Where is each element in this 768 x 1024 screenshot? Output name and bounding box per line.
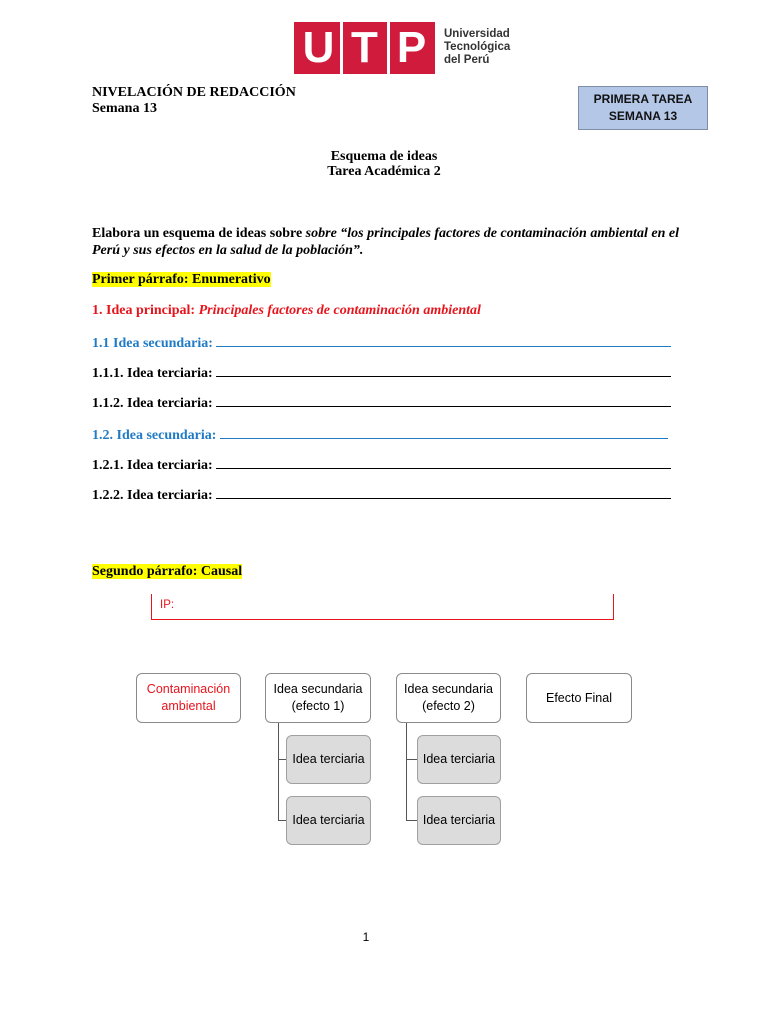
line-label: 1.2. Idea secundaria:	[92, 428, 220, 443]
tertiary-node	[286, 735, 371, 784]
line-label: 1.2.2. Idea terciaria:	[92, 488, 217, 503]
course-title: NIVELACIÓN DE REDACCIÓN	[92, 85, 296, 100]
line-label: 1.2.1. Idea terciaria:	[92, 458, 217, 473]
line-label: 1.1.1. Idea terciaria:	[92, 366, 217, 381]
logo-letter-t: T	[351, 23, 377, 72]
doc-title: Esquema de ideas	[330, 149, 438, 164]
secondary-idea-line	[92, 425, 692, 444]
fill-in-line[interactable]	[216, 363, 671, 377]
secondary-node-label: Idea secundaria (efecto 1)	[273, 682, 363, 713]
main-idea-input-box[interactable]	[151, 594, 614, 620]
secondary-node-label: Idea secundaria (efecto 2)	[404, 682, 493, 713]
connector-line	[278, 759, 286, 760]
second-paragraph-heading: Segundo párrafo: Causal	[92, 564, 243, 579]
tertiary-node	[417, 796, 501, 845]
logo-text-line: Tecnológica	[444, 41, 511, 53]
secondary-node-1	[265, 673, 371, 723]
tertiary-idea-line	[92, 485, 692, 504]
secondary-node-2	[396, 673, 501, 723]
tertiary-idea-line	[92, 393, 692, 412]
logo-text-line: del Perú	[444, 54, 490, 66]
tertiary-node-label: Idea terciaria	[292, 813, 365, 827]
instruction-lead: Elabora un esquema de ideas sobre	[92, 226, 306, 241]
fill-in-line[interactable]	[220, 425, 668, 439]
connector-line	[278, 820, 286, 821]
connector-line	[406, 759, 417, 760]
logo-separator	[387, 22, 390, 74]
doc-subtitle: Tarea Académica 2	[327, 164, 441, 179]
task-badge-line2: SEMANA 13	[608, 109, 678, 123]
second-paragraph-heading-row	[92, 563, 684, 580]
ip-label: IP:	[160, 599, 175, 611]
tertiary-node-label: Idea terciaria	[292, 752, 365, 766]
first-paragraph-heading: Primer párrafo: Enumerativo	[92, 272, 271, 287]
tertiary-idea-line	[92, 455, 692, 474]
page-number: 1	[362, 930, 370, 944]
connector-line	[406, 820, 417, 821]
tertiary-node	[417, 735, 501, 784]
logo-letter-p: P	[396, 23, 426, 72]
fill-in-line[interactable]	[216, 455, 671, 469]
main-idea-label: 1. Idea principal:	[92, 303, 199, 318]
secondary-idea-line	[92, 333, 692, 352]
connector-line	[406, 723, 407, 820]
line-label: 1.1 Idea secundaria:	[92, 336, 217, 351]
logo-separator	[340, 22, 343, 74]
final-effect-label: Efecto Final	[545, 690, 612, 705]
first-paragraph-heading-row	[92, 271, 684, 288]
instruction-topic: sobre “los principales factores de contaminación ambiental en el Perú y sus efectos en la salud de la población”.	[92, 226, 679, 258]
utp-logo	[294, 22, 510, 76]
tertiary-node-label: Idea terciaria	[422, 752, 496, 766]
logo-text-line: Universidad	[444, 28, 510, 40]
instruction-paragraph	[92, 225, 684, 259]
fill-in-line[interactable]	[216, 393, 671, 407]
task-badge	[578, 86, 708, 130]
root-node	[136, 673, 241, 723]
tertiary-idea-line	[92, 363, 692, 382]
week-label: Semana 13	[92, 101, 157, 116]
logo-box	[294, 22, 435, 74]
final-effect-node	[526, 673, 632, 723]
connector-line	[278, 723, 279, 820]
task-badge-line1: PRIMERA TAREA	[593, 92, 693, 106]
fill-in-line[interactable]	[216, 333, 671, 347]
root-node-label: Contaminación ambiental	[146, 682, 231, 713]
fill-in-line[interactable]	[216, 485, 671, 499]
line-label: 1.1.2. Idea terciaria:	[92, 396, 217, 411]
main-idea-text: Principales factores de contaminación ambiental	[198, 303, 481, 318]
tertiary-node-label: Idea terciaria	[422, 813, 496, 827]
main-idea-row	[92, 302, 684, 319]
logo-wordmark	[444, 28, 524, 67]
tertiary-node	[286, 796, 371, 845]
logo-letter-u: U	[302, 23, 334, 72]
